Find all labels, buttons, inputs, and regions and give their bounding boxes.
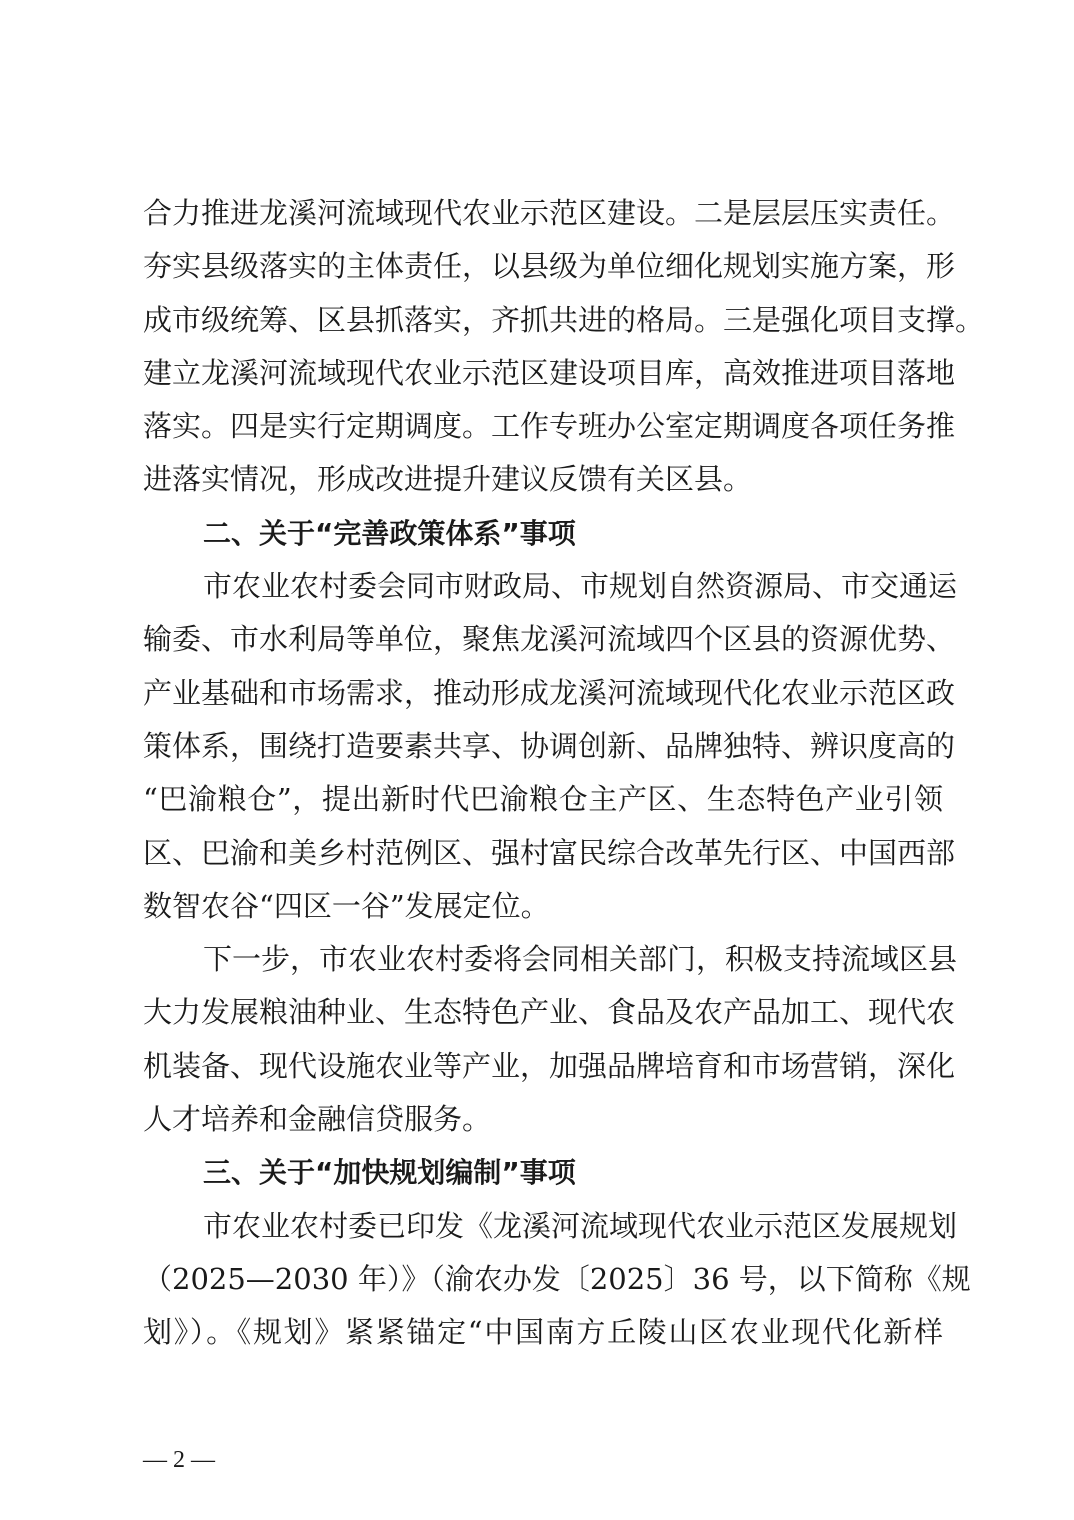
body-line: 产业基础和市场需求，推动形成龙溪河流域现代化农业示范区政 xyxy=(143,675,956,710)
section-heading-3: 三、关于“加快规划编制”事项 xyxy=(203,1156,576,1190)
body-line: 市农业农村委会同市财政局、市规划自然资源局、市交通运 xyxy=(203,569,958,604)
body-line: 策体系，围绕打造要素共享、协调创新、品牌独特、辨识度高的 xyxy=(143,728,956,763)
body-line: 输委、市水利局等单位，聚焦龙溪河流域四个区县的资源优势、 xyxy=(143,622,956,657)
body-line: 夯实县级落实的主体责任，以县级为单位细化规划实施方案，形 xyxy=(143,249,956,284)
body-line: 落实。四是实行定期调度。工作专班办公室定期调度各项任务推 xyxy=(143,409,956,444)
body-line: 人才培养和金融信贷服务。 xyxy=(143,1102,492,1137)
body-line: “巴渝粮仓”，提出新时代巴渝粮仓主产区、生态特色产业引领 xyxy=(143,782,943,817)
document-body xyxy=(143,187,985,1360)
body-line: 机装备、现代设施农业等产业，加强品牌培育和市场营销，深化 xyxy=(143,1048,956,1083)
body-line: 数智农谷“四区一谷”发展定位。 xyxy=(143,888,550,923)
body-line: 合力推进龙溪河流域现代农业示范区建设。二是层层压实责任。 xyxy=(143,196,956,230)
body-line: 成市级统筹、区县抓落实，齐抓共进的格局。三是强化项目支撑。 xyxy=(143,302,985,337)
body-line: 建立龙溪河流域现代农业示范区建设项目库，高效推进项目落地 xyxy=(143,355,956,390)
body-line: （2025—2030 年）》（渝农办发〔2025〕36 号，以下简称《规 xyxy=(143,1261,971,1296)
body-line: 区、巴渝和美乡村范例区、强村富民综合改革先行区、中国西部 xyxy=(143,835,956,870)
section-heading-2: 二、关于“完善政策体系”事项 xyxy=(203,516,576,550)
body-line: 市农业农村委已印发《龙溪河流域现代农业示范区发展规划 xyxy=(203,1208,958,1243)
body-line: 划》）。《规划》紧紧锚定“中国南方丘陵山区农业现代化新样 xyxy=(143,1315,943,1350)
body-line: 大力发展粮油种业、生态特色产业、食品及农产品加工、现代农 xyxy=(143,995,956,1030)
page-number: — 2 — xyxy=(143,1447,215,1473)
body-line: 进落实情况，形成改进提升建议反馈有关区县。 xyxy=(143,462,753,497)
body-line: 下一步，市农业农村委将会同相关部门，积极支持流域区县 xyxy=(203,942,958,977)
